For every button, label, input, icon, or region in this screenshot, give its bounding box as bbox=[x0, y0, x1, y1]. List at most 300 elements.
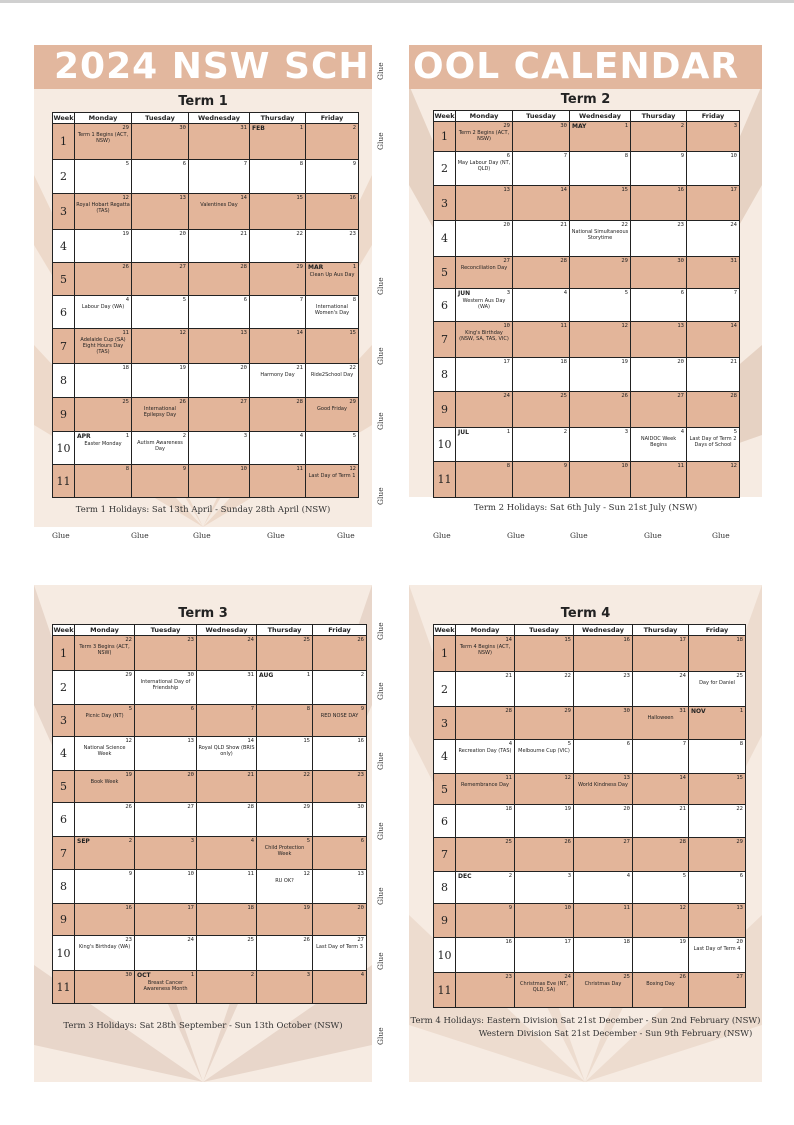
day-cell bbox=[250, 124, 306, 160]
month-label: SEP bbox=[77, 838, 90, 845]
day-number: 10 bbox=[187, 871, 194, 877]
day-cell bbox=[132, 230, 189, 263]
column-header: Week bbox=[434, 112, 455, 120]
day-number: 28 bbox=[560, 258, 567, 264]
day-number: 15 bbox=[349, 330, 356, 336]
event-label: Term 4 Begins (ACT, NSW) bbox=[459, 644, 511, 656]
day-number: 19 bbox=[621, 359, 628, 365]
day-cell bbox=[75, 124, 132, 160]
column-header: Thursday bbox=[633, 625, 689, 636]
day-number: 14 bbox=[560, 187, 567, 193]
day-cell bbox=[257, 671, 313, 705]
day-number: 1 bbox=[739, 708, 743, 714]
day-number: 9 bbox=[360, 706, 364, 712]
day-cell bbox=[132, 160, 189, 194]
event-label: May Labour Day (NT, QLD) bbox=[457, 160, 511, 172]
event-label: International Day of Friendship bbox=[140, 679, 191, 691]
glue-label: Glue bbox=[712, 531, 730, 540]
day-number: 13 bbox=[179, 195, 186, 201]
column-header: Monday bbox=[75, 625, 135, 636]
day-cell bbox=[132, 124, 189, 160]
day-number: 25 bbox=[623, 974, 630, 980]
term-title: Term 1 bbox=[178, 94, 228, 109]
day-cell bbox=[250, 398, 306, 432]
week-row bbox=[434, 289, 740, 322]
day-number: 20 bbox=[677, 359, 684, 365]
day-cell bbox=[633, 938, 689, 973]
day-number: 27 bbox=[677, 393, 684, 399]
day-number: 26 bbox=[564, 839, 571, 845]
day-cell bbox=[687, 122, 740, 152]
day-number: 21 bbox=[247, 772, 254, 778]
day-number: 25 bbox=[122, 399, 129, 405]
day-number: 11 bbox=[122, 330, 129, 336]
day-number: 29 bbox=[303, 804, 310, 810]
day-number: 12 bbox=[730, 463, 737, 469]
day-number: 5 bbox=[128, 706, 132, 712]
column-header: Tuesday bbox=[513, 111, 570, 122]
day-number: 13 bbox=[240, 330, 247, 336]
day-number: 15 bbox=[303, 738, 310, 744]
day-number: 31 bbox=[240, 125, 247, 131]
day-number: 4 bbox=[680, 429, 684, 435]
day-number: 28 bbox=[296, 399, 303, 405]
day-number: 30 bbox=[187, 672, 194, 678]
week-number: 6 bbox=[434, 805, 456, 838]
day-number: 20 bbox=[357, 905, 364, 911]
day-cell bbox=[631, 322, 687, 358]
event-label: Remembrance Day bbox=[461, 782, 509, 788]
day-number: 7 bbox=[299, 297, 303, 303]
day-number: 4 bbox=[125, 297, 129, 303]
day-number: 13 bbox=[357, 871, 364, 877]
term4-calendar bbox=[433, 624, 746, 1008]
day-number: 14 bbox=[730, 323, 737, 329]
event-label: Last Day of Term 3 bbox=[316, 944, 363, 950]
day-cell bbox=[189, 364, 250, 398]
week-row bbox=[434, 392, 740, 428]
day-cell bbox=[689, 636, 746, 672]
day-cell bbox=[197, 803, 257, 837]
week-number: 1 bbox=[434, 122, 456, 152]
day-cell bbox=[631, 289, 687, 322]
day-number: 5 bbox=[682, 873, 686, 879]
day-cell bbox=[135, 971, 197, 1004]
day-number: 18 bbox=[505, 806, 512, 812]
day-number: 26 bbox=[621, 393, 628, 399]
column-header: Wednesday bbox=[574, 625, 633, 636]
month-label: MAY bbox=[572, 123, 587, 130]
day-cell bbox=[570, 152, 631, 186]
day-cell bbox=[313, 771, 367, 803]
day-cell bbox=[257, 936, 313, 971]
day-number: 6 bbox=[680, 290, 684, 296]
column-header: Tuesday bbox=[132, 113, 189, 124]
week-number: 8 bbox=[434, 872, 456, 904]
day-number: 11 bbox=[296, 466, 303, 472]
day-cell bbox=[633, 740, 689, 774]
day-number: 13 bbox=[187, 738, 194, 744]
week-row bbox=[434, 672, 746, 707]
day-number: 29 bbox=[736, 839, 743, 845]
day-number: 13 bbox=[736, 905, 743, 911]
day-cell bbox=[456, 392, 513, 428]
column-header: Thursday bbox=[631, 111, 687, 122]
header-row bbox=[53, 625, 367, 636]
event-label: Ride2School Day bbox=[310, 372, 354, 378]
day-cell bbox=[197, 971, 257, 1004]
term2-calendar bbox=[433, 110, 740, 498]
day-number: 3 bbox=[190, 838, 194, 844]
week-row bbox=[53, 936, 367, 971]
event-label: Picnic Day (NT) bbox=[85, 713, 124, 719]
day-number: 9 bbox=[508, 905, 512, 911]
day-number: 28 bbox=[505, 708, 512, 714]
column-header: Week bbox=[53, 114, 74, 122]
day-cell bbox=[631, 221, 687, 257]
day-number: 20 bbox=[736, 939, 743, 945]
day-number: 23 bbox=[623, 673, 630, 679]
column-header: Friday bbox=[689, 625, 746, 636]
day-cell bbox=[313, 936, 367, 971]
day-cell bbox=[574, 838, 633, 872]
event-label: Reconciliation Day bbox=[460, 265, 508, 271]
week-row bbox=[434, 221, 740, 257]
day-cell bbox=[456, 774, 515, 805]
week-number: 4 bbox=[434, 221, 456, 257]
day-number: 13 bbox=[623, 775, 630, 781]
day-number: 25 bbox=[303, 637, 310, 643]
event-label: Autism Awareness Day bbox=[137, 440, 183, 452]
day-number: 20 bbox=[503, 222, 510, 228]
glue-label-vertical: Glue bbox=[376, 412, 385, 430]
day-cell bbox=[689, 707, 746, 740]
day-number: 7 bbox=[733, 290, 737, 296]
day-cell bbox=[631, 257, 687, 289]
month-label: JUL bbox=[458, 429, 469, 436]
event-label: RU OK? bbox=[275, 878, 294, 884]
day-number: 27 bbox=[503, 258, 510, 264]
day-cell bbox=[513, 428, 570, 462]
day-number: 28 bbox=[247, 804, 254, 810]
event-label: Boxing Day bbox=[646, 981, 675, 987]
day-number: 12 bbox=[349, 466, 356, 472]
column-header: Monday bbox=[456, 111, 513, 122]
glue-label: Glue bbox=[570, 531, 588, 540]
day-number: 17 bbox=[503, 359, 510, 365]
day-cell bbox=[75, 398, 132, 432]
holidays-note-2: Western Division Sat 21st December - Sun 9th February (NSW) bbox=[478, 1029, 753, 1039]
day-number: 24 bbox=[187, 937, 194, 943]
day-number: 23 bbox=[187, 637, 194, 643]
day-number: 14 bbox=[505, 637, 512, 643]
day-cell bbox=[687, 221, 740, 257]
day-cell bbox=[250, 194, 306, 230]
column-header: Monday bbox=[75, 113, 132, 124]
day-number: 29 bbox=[125, 672, 132, 678]
week-number: 9 bbox=[53, 904, 75, 936]
day-number: 11 bbox=[623, 905, 630, 911]
day-number: 6 bbox=[243, 297, 247, 303]
day-number: 2 bbox=[680, 123, 684, 129]
day-number: 4 bbox=[563, 290, 567, 296]
day-number: 22 bbox=[621, 222, 628, 228]
day-number: 11 bbox=[560, 323, 567, 329]
day-cell bbox=[456, 462, 513, 498]
day-cell bbox=[75, 364, 132, 398]
week-number: 2 bbox=[434, 672, 456, 707]
week-row bbox=[434, 973, 746, 1008]
week-row bbox=[434, 805, 746, 838]
day-cell bbox=[197, 837, 257, 870]
day-number: 12 bbox=[303, 871, 310, 877]
day-cell bbox=[574, 872, 633, 904]
event-label: Royal QLD Show (BRIS only) bbox=[198, 745, 255, 757]
day-number: 2 bbox=[128, 838, 132, 844]
day-cell bbox=[132, 296, 189, 329]
week-number: 7 bbox=[53, 837, 75, 870]
day-cell bbox=[313, 803, 367, 837]
day-number: 21 bbox=[240, 231, 247, 237]
day-number: 5 bbox=[306, 838, 310, 844]
week-number: 2 bbox=[53, 160, 75, 194]
week-row bbox=[53, 837, 367, 870]
holidays-note: Term 2 Holidays: Sat 6th July - Sun 21st July (NSW) bbox=[473, 503, 698, 513]
glue-label: Glue bbox=[267, 531, 285, 540]
week-number: 10 bbox=[53, 432, 75, 465]
day-number: 24 bbox=[564, 974, 571, 980]
day-cell bbox=[574, 774, 633, 805]
day-cell bbox=[570, 358, 631, 392]
event-label: RED NOSE DAY bbox=[320, 713, 359, 719]
day-cell bbox=[689, 973, 746, 1008]
day-cell bbox=[633, 904, 689, 938]
event-label: Christmas Eve (NT, QLD, SA) bbox=[520, 981, 568, 993]
day-number: 2 bbox=[250, 972, 254, 978]
week-number: 9 bbox=[53, 398, 75, 432]
week-row bbox=[434, 740, 746, 774]
day-cell bbox=[250, 230, 306, 263]
day-number: 28 bbox=[730, 393, 737, 399]
day-cell bbox=[189, 398, 250, 432]
day-number: 17 bbox=[187, 905, 194, 911]
week-row bbox=[53, 296, 359, 329]
glue-label: Glue bbox=[507, 531, 525, 540]
day-number: 22 bbox=[125, 637, 132, 643]
day-cell bbox=[513, 358, 570, 392]
day-cell bbox=[250, 160, 306, 194]
day-number: 21 bbox=[560, 222, 567, 228]
month-label: APR bbox=[77, 433, 91, 440]
day-number: 10 bbox=[621, 463, 628, 469]
week-row bbox=[53, 263, 359, 296]
day-cell bbox=[306, 124, 359, 160]
day-cell bbox=[574, 707, 633, 740]
day-cell bbox=[313, 705, 367, 737]
day-number: 25 bbox=[505, 839, 512, 845]
event-label: Breast Cancer Awareness Month bbox=[143, 980, 188, 992]
day-cell bbox=[515, 838, 574, 872]
term3-calendar bbox=[52, 624, 367, 1004]
week-row bbox=[53, 364, 359, 398]
event-label: Valentines Day bbox=[200, 202, 238, 208]
day-cell bbox=[250, 465, 306, 498]
day-cell bbox=[631, 152, 687, 186]
day-cell bbox=[456, 838, 515, 872]
week-number: 1 bbox=[53, 636, 75, 671]
week-row bbox=[434, 257, 740, 289]
day-number: 19 bbox=[303, 905, 310, 911]
day-number: 16 bbox=[357, 738, 364, 744]
week-row bbox=[434, 322, 740, 358]
day-cell bbox=[189, 329, 250, 364]
day-number: 17 bbox=[564, 939, 571, 945]
day-cell bbox=[570, 122, 631, 152]
day-cell bbox=[513, 122, 570, 152]
day-number: 26 bbox=[357, 637, 364, 643]
day-number: 25 bbox=[736, 673, 743, 679]
day-number: 8 bbox=[352, 297, 356, 303]
week-number: 5 bbox=[434, 257, 456, 289]
day-number: 8 bbox=[739, 741, 743, 747]
day-number: 17 bbox=[679, 637, 686, 643]
day-number: 15 bbox=[736, 775, 743, 781]
day-cell bbox=[306, 160, 359, 194]
week-row bbox=[434, 122, 740, 152]
day-number: 19 bbox=[564, 806, 571, 812]
day-number: 4 bbox=[626, 873, 630, 879]
day-number: 30 bbox=[179, 125, 186, 131]
column-header: Wednesday bbox=[189, 113, 250, 124]
glue-label-vertical: Glue bbox=[376, 952, 385, 970]
day-cell bbox=[687, 392, 740, 428]
day-cell bbox=[687, 462, 740, 498]
day-number: 24 bbox=[247, 637, 254, 643]
day-number: 12 bbox=[679, 905, 686, 911]
day-cell bbox=[132, 465, 189, 498]
day-cell bbox=[257, 904, 313, 936]
day-number: 13 bbox=[677, 323, 684, 329]
term-title: Term 3 bbox=[178, 606, 228, 621]
glue-label-vertical: Glue bbox=[376, 277, 385, 295]
day-cell bbox=[456, 707, 515, 740]
day-number: 30 bbox=[357, 804, 364, 810]
event-label: King's Birthday (NSW, SA, TAS, VIC) bbox=[459, 330, 509, 342]
day-number: 10 bbox=[240, 466, 247, 472]
holidays-note: Term 1 Holidays: Sat 13th April - Sunday 28th April (NSW) bbox=[75, 505, 331, 515]
day-cell bbox=[456, 358, 513, 392]
day-number: 19 bbox=[179, 365, 186, 371]
week-row bbox=[53, 870, 367, 904]
day-number: 11 bbox=[505, 775, 512, 781]
day-number: 5 bbox=[567, 741, 571, 747]
week-number: 5 bbox=[53, 771, 75, 803]
day-cell bbox=[313, 737, 367, 771]
day-cell bbox=[515, 904, 574, 938]
day-cell bbox=[456, 428, 513, 462]
event-label: Child Protection Week bbox=[264, 845, 305, 857]
day-cell bbox=[633, 838, 689, 872]
day-cell bbox=[189, 194, 250, 230]
day-number: 20 bbox=[623, 806, 630, 812]
day-number: 16 bbox=[623, 637, 630, 643]
day-cell bbox=[687, 289, 740, 322]
week-row bbox=[53, 636, 367, 671]
day-cell bbox=[513, 322, 570, 358]
day-number: 5 bbox=[182, 297, 186, 303]
day-number: 8 bbox=[299, 161, 303, 167]
day-number: 15 bbox=[296, 195, 303, 201]
day-cell bbox=[189, 465, 250, 498]
day-cell bbox=[306, 194, 359, 230]
day-number: 15 bbox=[564, 637, 571, 643]
week-row bbox=[434, 428, 740, 462]
day-number: 1 bbox=[624, 123, 628, 129]
day-number: 12 bbox=[621, 323, 628, 329]
week-number: 7 bbox=[434, 322, 456, 358]
day-cell bbox=[306, 230, 359, 263]
day-number: 27 bbox=[187, 804, 194, 810]
day-cell bbox=[189, 160, 250, 194]
day-cell bbox=[513, 186, 570, 221]
day-number: 4 bbox=[508, 741, 512, 747]
day-cell bbox=[75, 904, 135, 936]
day-cell bbox=[631, 122, 687, 152]
glue-label-vertical: Glue bbox=[376, 62, 385, 80]
glue-label: Glue bbox=[433, 531, 451, 540]
day-number: 6 bbox=[182, 161, 186, 167]
day-cell bbox=[75, 263, 132, 296]
week-number: 2 bbox=[434, 152, 456, 186]
week-row bbox=[53, 329, 359, 364]
day-cell bbox=[456, 904, 515, 938]
glue-label-vertical: Glue bbox=[376, 622, 385, 640]
day-cell bbox=[570, 322, 631, 358]
day-number: 26 bbox=[125, 804, 132, 810]
day-number: 2 bbox=[360, 672, 364, 678]
day-cell bbox=[306, 296, 359, 329]
day-cell bbox=[313, 671, 367, 705]
day-number: 5 bbox=[733, 429, 737, 435]
day-cell bbox=[687, 428, 740, 462]
day-number: 10 bbox=[730, 153, 737, 159]
day-number: 20 bbox=[179, 231, 186, 237]
day-number: 19 bbox=[679, 939, 686, 945]
week-number: 3 bbox=[53, 194, 75, 230]
day-number: 18 bbox=[623, 939, 630, 945]
week-number: 1 bbox=[53, 124, 75, 160]
day-number: 18 bbox=[247, 905, 254, 911]
day-number: 18 bbox=[736, 637, 743, 643]
day-number: 8 bbox=[125, 466, 129, 472]
day-number: 27 bbox=[623, 839, 630, 845]
day-cell bbox=[75, 432, 132, 465]
day-cell bbox=[189, 296, 250, 329]
day-cell bbox=[250, 296, 306, 329]
day-cell bbox=[456, 973, 515, 1008]
day-cell bbox=[631, 358, 687, 392]
day-number: 14 bbox=[247, 738, 254, 744]
day-cell bbox=[574, 740, 633, 774]
day-number: 2 bbox=[508, 873, 512, 879]
day-number: 19 bbox=[125, 772, 132, 778]
day-cell bbox=[513, 257, 570, 289]
day-cell bbox=[456, 740, 515, 774]
event-label: Last Day of Term 2 Days of School bbox=[689, 436, 737, 448]
week-row bbox=[53, 771, 367, 803]
day-cell bbox=[456, 636, 515, 672]
day-number: 29 bbox=[349, 399, 356, 405]
